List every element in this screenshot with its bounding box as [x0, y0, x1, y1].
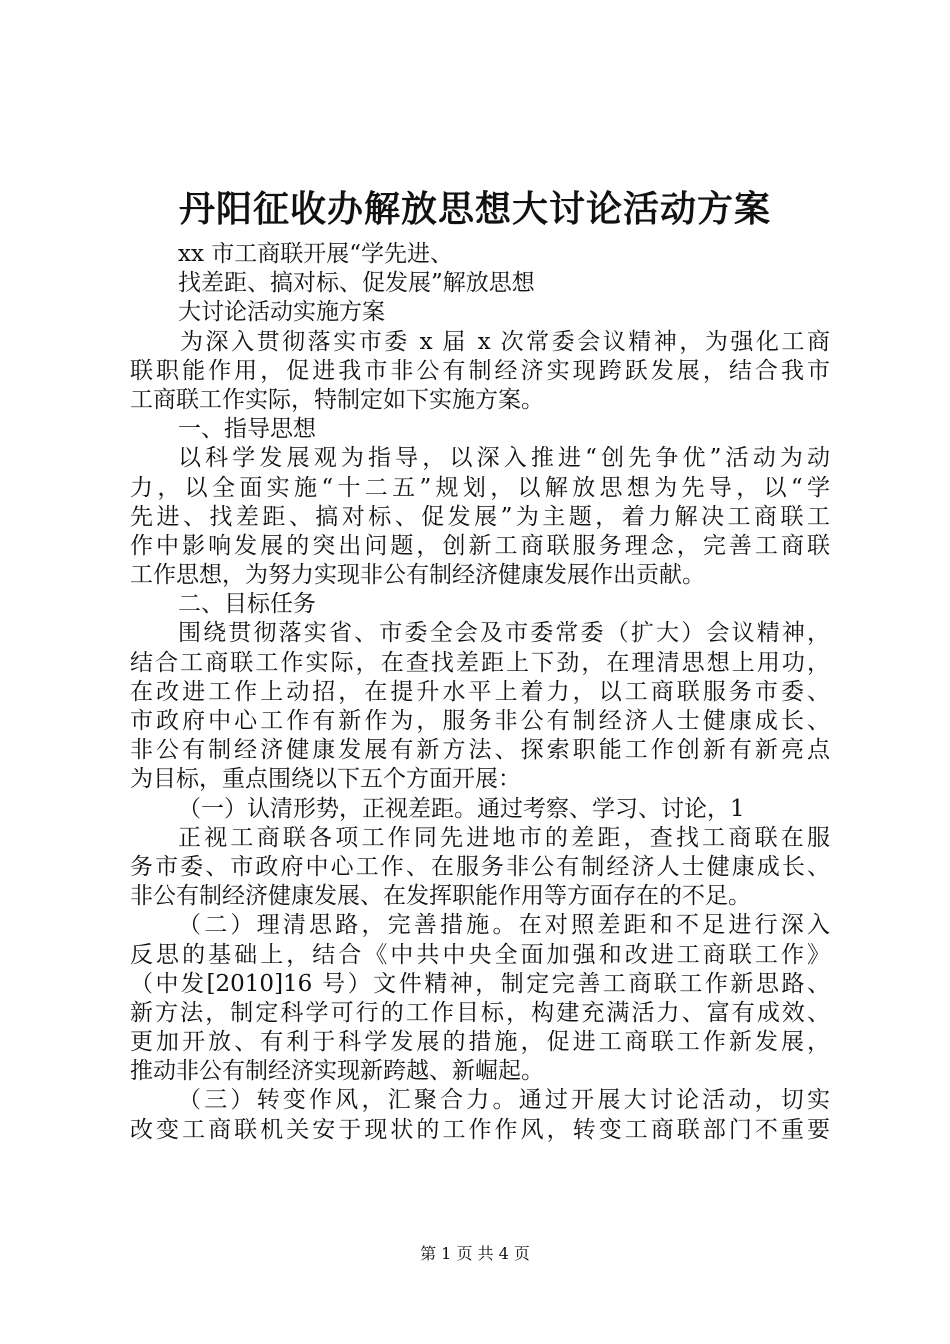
body-line-12: 工作思想，为努力实现非公有制经济健康发展作出贡献。 — [130, 562, 705, 589]
body-line-17: 市政府中心工作有新作为，服务非公有制经济人士健康成长、 — [130, 708, 830, 734]
body-line-10: 先进、找差距、搞对标、促发展”为主题，着力解决工商联工 — [130, 503, 830, 530]
body-line-9: 力，以全面实施“十二五”规划，以解放思想为先导，以“学 — [130, 474, 830, 501]
body-line-1: xx 市工商联开展“学先进、 — [178, 241, 454, 267]
body-line-6: 工商联工作实际，特制定如下实施方案。 — [130, 386, 544, 413]
body-line-19: 为目标，重点围绕以下五个方面开展： — [130, 766, 521, 793]
subsection-three-heading: （三）转变作风，汇聚合力。通过开展大讨论活动，切实 — [178, 1087, 830, 1114]
body-line-15: 结合工商联工作实际，在查找差距上下劲，在理清思想上用功， — [130, 649, 830, 676]
body-line-29: 推动非公有制经济实现新跨越、新崛起。 — [130, 1058, 544, 1085]
body-line-5: 联职能作用，促进我市非公有制经济实现跨跃发展，结合我市 — [130, 357, 830, 384]
section-heading-guiding-thought: 一、指导思想 — [178, 416, 316, 443]
body-line-28: 更加开放、有利于科学发展的措施，促进工商联工作新发展， — [130, 1029, 830, 1056]
body-line-31: 改变工商联机关安于现状的工作作风，转变工商联部门不重要 — [130, 1116, 830, 1143]
subsection-one-heading: （一）认清形势，正视差距。通过考察、学习、讨论，1 — [178, 795, 745, 822]
document-title: 丹阳征收办解放思想大讨论活动方案 — [178, 188, 771, 230]
subsection-two-heading: （二）理清思路，完善措施。在对照差距和不足进行深入 — [178, 912, 830, 939]
body-line-22: 务市委、市政府中心工作、在服务非公有制经济人士健康成长、 — [130, 853, 830, 880]
page-number-footer: 第 1 页 共 4 页 — [420, 1244, 530, 1263]
document-body — [130, 240, 830, 1145]
body-line-26: （中发[2010]16 号）文件精神，制定完善工商联工作新思路、 — [130, 970, 830, 997]
body-line-14: 围绕贯彻落实省、市委全会及市委常委（扩大）会议精神， — [178, 620, 830, 647]
body-line-21: 正视工商联各项工作同先进地市的差距，查找工商联在服 — [178, 824, 830, 851]
section-heading-objectives: 二、目标任务 — [178, 591, 316, 618]
body-line-2: 找差距、搞对标、促发展”解放思想 — [178, 270, 535, 297]
body-line-18: 非公有制经济健康发展有新方法、探索职能工作创新有新亮点 — [130, 737, 830, 764]
body-line-25: 反思的基础上，结合《中共中央全面加强和改进工商联工作》 — [130, 941, 830, 968]
body-line-3: 大讨论活动实施方案 — [178, 299, 385, 326]
body-line-23: 非公有制经济健康发展、在发挥职能作用等方面存在的不足。 — [130, 883, 751, 910]
body-line-8: 以科学发展观为指导，以深入推进“创先争优”活动为动 — [178, 445, 830, 472]
body-line-11: 作中影响发展的突出问题，创新工商联服务理念，完善工商联 — [130, 532, 830, 559]
body-line-27: 新方法，制定科学可行的工作目标，构建充满活力、富有成效、 — [130, 999, 830, 1026]
body-line-4: 为深入贯彻落实市委 x 届 x 次常委会议精神，为强化工商 — [180, 328, 830, 355]
body-line-16: 在改进工作上动招，在提升水平上着力，以工商联服务市委、 — [130, 678, 830, 705]
